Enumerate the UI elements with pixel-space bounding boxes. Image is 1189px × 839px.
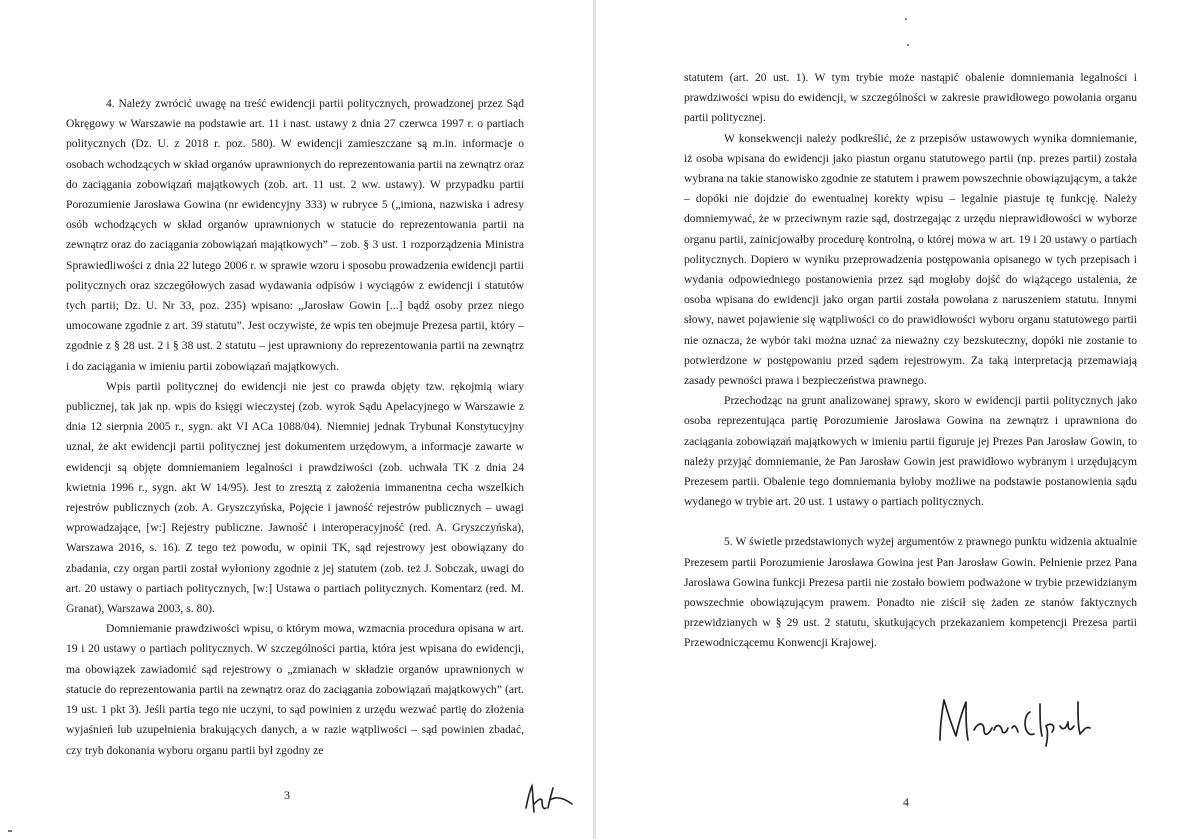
- paragraph-point-5: 5. W świetle przedstawionych wyżej argumentów z prawnego punktu widzenia aktualnie Prezesem partii Porozumienie Jarosława Gowina jest Pan Jarosław Gowin. Pełnienie przez Pana Jarosława Gowina funkcji Prezesa partii nie zostało bowiem podważone w trybie przewidzianym powszechnie obowiązującym prawem. Ponadto nie ziścił się żaden ze stanów faktycznych przewidzianych w § 29 ust. 2 statutu, skutkujących przekazaniem kompetencji Prezesa partii Przewodniczącemu Konwencji Krajowej.: [684, 535, 1137, 650]
- paragraph-continuation: statutem (art. 20 ust. 1). W tym trybie może nastąpić obalenie domniemania legalności i prawdziwości wpisu do ewidencji, w szczególności w zakresie prawidłowego powołania organu partii politycznej.: [684, 71, 1137, 125]
- paragraph-point-4: 4. Należy zwrócić uwagę na treść ewidencji partii politycznych, prowadzonej przez Sąd Okręgowy w Warszawie na podstawie art. 11 i nast. ustawy z dnia 27 czerwca 1997 r. o partiach politycznych (Dz. U. z 2018 r. poz. 580). W ewidencji zamieszczane są m.in. informacje o osobach wchodzących w skład organów uprawnionych do reprezentowania partii na zewnątrz oraz do zaciągania zobowiązań majątkowych (zob. art. 11 ust. 2 ww. ustawy). W przypadku partii Porozumienie Jarosława Gowina (nr ewidencyjny 333) w rubryce 5 („imiona, nazwiska i adresy osób wchodzących w skład organów uprawnionych w statucie do reprezentowania partii na zewnątrz oraz do zaciągania zobowiązań majątkowych” – zob. § 3 ust. 1 rozporządzenia Ministra Sprawiedliwości z dnia 22 lutego 2006 r. w sprawie wzoru i sposobu prowadzenia ewidencji partii politycznych oraz szczegółowych zasad wydawania odpisów i wyciągów z ewidencji i statutów tych partii; Dz. U. Nr 33, poz. 235) wpisano: „Jarosław Gowin [...] bądź osoby przez niego umocowane zgodnie z art. 39 statutu”. Jest oczywiste, że wpis ten obejmuje Prezesa partii, który – zgodnie z § 28 ust. 2 i § 38 ust. 2 statutu – jest uprawniony do reprezentowania partii na zewnątrz i do zaciągania w imieniu partii zobowiązań majątkowych.: [66, 97, 524, 373]
- paragraph-consequence: W konsekwencji należy podkreślić, że z przepisów ustawowych wynika domniemanie, iż osoba wpisana do ewidencji jako piastun organu statutowego partii (np. prezes partii) została wybrana na takie stanowisko zgodnie ze statutem i prawem powszechnie obowiązującym, a także – dopóki nie dojdzie do ewentualnej korekty wpisu – legalnie piastuje tę funkcję. Należy domniemywać, że w przeciwnym razie sąd, dostrzegając z urzędu nieprawidłowości w wyborze organu partii, zainicjowałby procedurę kontrolną, o której mowa w art. 19 i 20 ustawy o partiach politycznych. Dopiero w wyniku przeprowadzenia postępowania opisanego w tych przepisach i wydania odpowiedniego postanowienia przez sąd mogłoby dojść do wiążącego ustalenia, że osoba wpisana do ewidencji jako organ partii została powołana z naruszeniem statutu. Innymi słowy, nawet pojawienie się wątpliwości co do prawidłowości wyboru organu statutowego partii nie oznacza, że wybór taki można uznać za nieważny czy bezskuteczny, dopóki nie zostanie to potwierdzone w postępowaniu przed sądem rejestrowym. Za taką interpretacją przemawiają zasady pewności prawa i bezpieczeństwa prawnego.: [684, 131, 1137, 388]
- page-3: [0, 0, 594, 839]
- page-4-text: [684, 68, 1137, 654]
- handwritten-signature: [926, 686, 1106, 752]
- page-3-text: [66, 94, 524, 761]
- scan-speck: [905, 18, 907, 20]
- scan-speck: [907, 44, 909, 46]
- initials-signature: [520, 778, 580, 822]
- page-number-4: 4: [903, 795, 909, 809]
- paragraph-procedure: Domniemanie prawdziwości wpisu, o którym mowa, wzmacnia procedura opisana w art. 19 i 20 ustawy o partiach politycznych. W szczególności partia, która jest wpisana do ewidencji, ma obowiązek zawiadomić sąd rejestrowy o „zmianach w składzie organów uprawnionych w statucie do reprezentowania partii na zewnątrz oraz do zaciągania zobowiązań majątkowych” (art. 19 ust. 1 pkt 3). Jeśli partia tego nie uczyni, to sąd powinien z urzędu wezwać partię do złożenia wyjaśnień lub uzupełnienia brakujących danych, a w razie wątpliwości – sąd powinien zbadać, czy tryb dokonania wyboru organu partii był zgodny ze: [66, 622, 524, 757]
- scan-mark: [8, 830, 12, 832]
- paragraph-case: Przechodząc na grunt analizowanej sprawy, skoro w ewidencji partii politycznych jako osoba reprezentująca partię Porozumienie Jarosława Gowina na zewnątrz i uprawniona do zaciągania zobowiązań majątkowych w imieniu partii figuruje jej Prezes Pan Jarosław Gowin, to należy przyjąć domniemanie, że Pan Jarosław Gowin jest prawidłowo wybranym i urzędującym Prezesem partii. Obalenie tego domniemania byłoby możliwe na podstawie postanowienia sądu wydanego w trybie art. 20 ust. 1 ustawy o partiach politycznych.: [684, 394, 1137, 509]
- page-number-3: 3: [284, 788, 290, 802]
- paragraph-registry-presumption: Wpis partii politycznej do ewidencji nie jest co prawda objęty tzw. rękojmią wiary publicznej, tak jak np. wpis do księgi wieczystej (zob. wyrok Sądu Apelacyjnego w Warszawie z dnia 12 sierpnia 2005 r., sygn. akt VI ACa 1088/04). Niemniej jednak Trybunał Konstytucyjny uznał, że akt ewidencji partii politycznej jest dokumentem urzędowym, a informacje zawarte w ewidencji są objęte domniemaniem legalności i prawdziwości (zob. uchwała TK z dnia 24 kwietnia 1996 r., sygn. akt W 14/95). Jest to zresztą z założenia immanentna cecha wszelkich rejestrów publicznych (zob. A. Gryszczyńska, Pojęcie i jawność rejestrów publicznych – uwagi wprowadzające, [w:] Rejestry publiczne. Jawność i interoperacyjność (red. A. Gryszczyńska), Warszawa 2016, s. 16). Z tego też powodu, w opinii TK, sąd rejestrowy jest obowiązany do zbadania, czy organ partii został wyłoniony zgodnie z jej statutem (zob. też J. Sobczak, uwagi do art. 20 ustawy o partiach politycznych, [w:] Ustawa o partiach politycznych. Komentarz (red. M. Granat), Warszawa 2003, s. 80).: [66, 379, 524, 616]
- page-4: [596, 0, 1189, 839]
